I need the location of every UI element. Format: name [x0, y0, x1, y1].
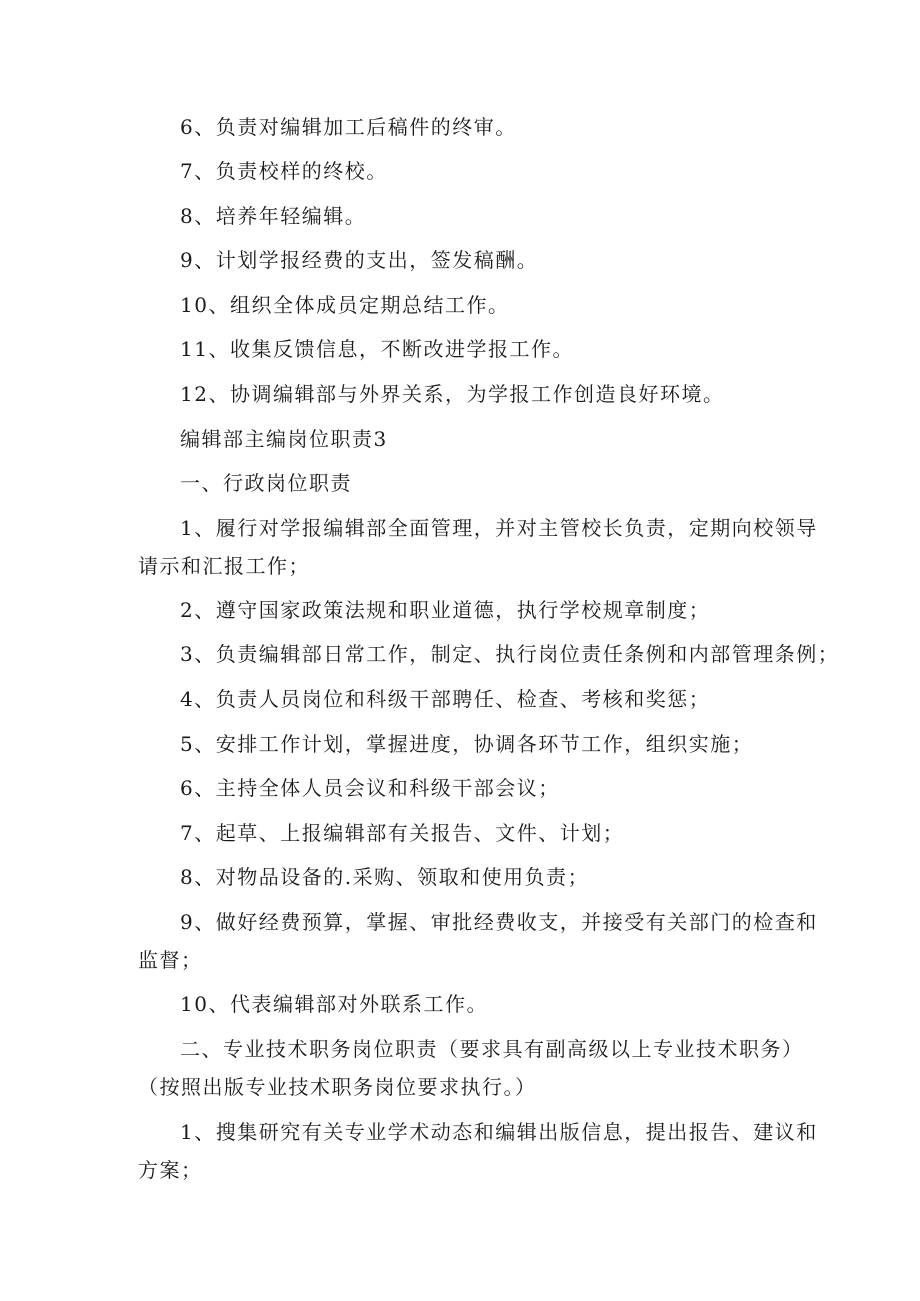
text-line: 1、搜集研究有关专业学术动态和编辑出版信息，提出报告、建议和	[180, 1120, 818, 1144]
text-line: 4、负责人员岗位和科级干部聘任、检查、考核和奖惩；	[180, 687, 711, 711]
text-line: 10、代表编辑部对外联系工作。	[180, 992, 488, 1016]
text-line: 7、负责校样的终校。	[180, 159, 388, 183]
text-line: 监督；	[138, 948, 203, 972]
text-line: 9、做好经费预算，掌握、审批经费收支，并接受有关部门的检查和	[180, 910, 818, 934]
section-heading: 一、行政岗位职责	[180, 471, 352, 495]
text-line: 11、收集反馈信息，不断改进学报工作。	[180, 337, 574, 361]
text-line: 5、安排工作计划，掌握进度，协调各环节工作，组织实施；	[180, 732, 754, 756]
text-line: 方案；	[138, 1158, 203, 1182]
text-line: 8、培养年轻编辑。	[180, 204, 367, 228]
text-line: 12、协调编辑部与外界关系，为学报工作创造良好环境。	[180, 382, 725, 406]
text-line: 10、组织全体成员定期总结工作。	[180, 293, 510, 317]
text-line: 9、计划学报经费的支出，签发稿酬。	[180, 248, 539, 272]
text-line: 6、负责对编辑加工后稿件的终审。	[180, 115, 517, 139]
text-line: 请示和汇报工作；	[138, 554, 310, 578]
text-line: 6、主持全体人员会议和科级干部会议；	[180, 776, 560, 800]
text-line: （按照出版专业技术职务岗位要求执行。）	[138, 1075, 537, 1099]
text-line: 8、对物品设备的.采购、领取和使用负责；	[180, 865, 590, 889]
text-line: 7、起草、上报编辑部有关报告、文件、计划；	[180, 821, 625, 845]
text-line: 1、履行对学报编辑部全面管理，并对主管校长负责，定期向校领导	[180, 516, 818, 540]
text-line: 3、负责编辑部日常工作，制定、执行岗位责任条例和内部管理条例；	[180, 642, 840, 666]
text-line: 2、遵守国家政策法规和职业道德，执行学校规章制度；	[180, 598, 711, 622]
section-heading: 编辑部主编岗位职责3	[180, 427, 388, 451]
section-heading: 二、专业技术职务岗位职责（要求具有副高级以上专业技术职务）	[180, 1037, 804, 1061]
